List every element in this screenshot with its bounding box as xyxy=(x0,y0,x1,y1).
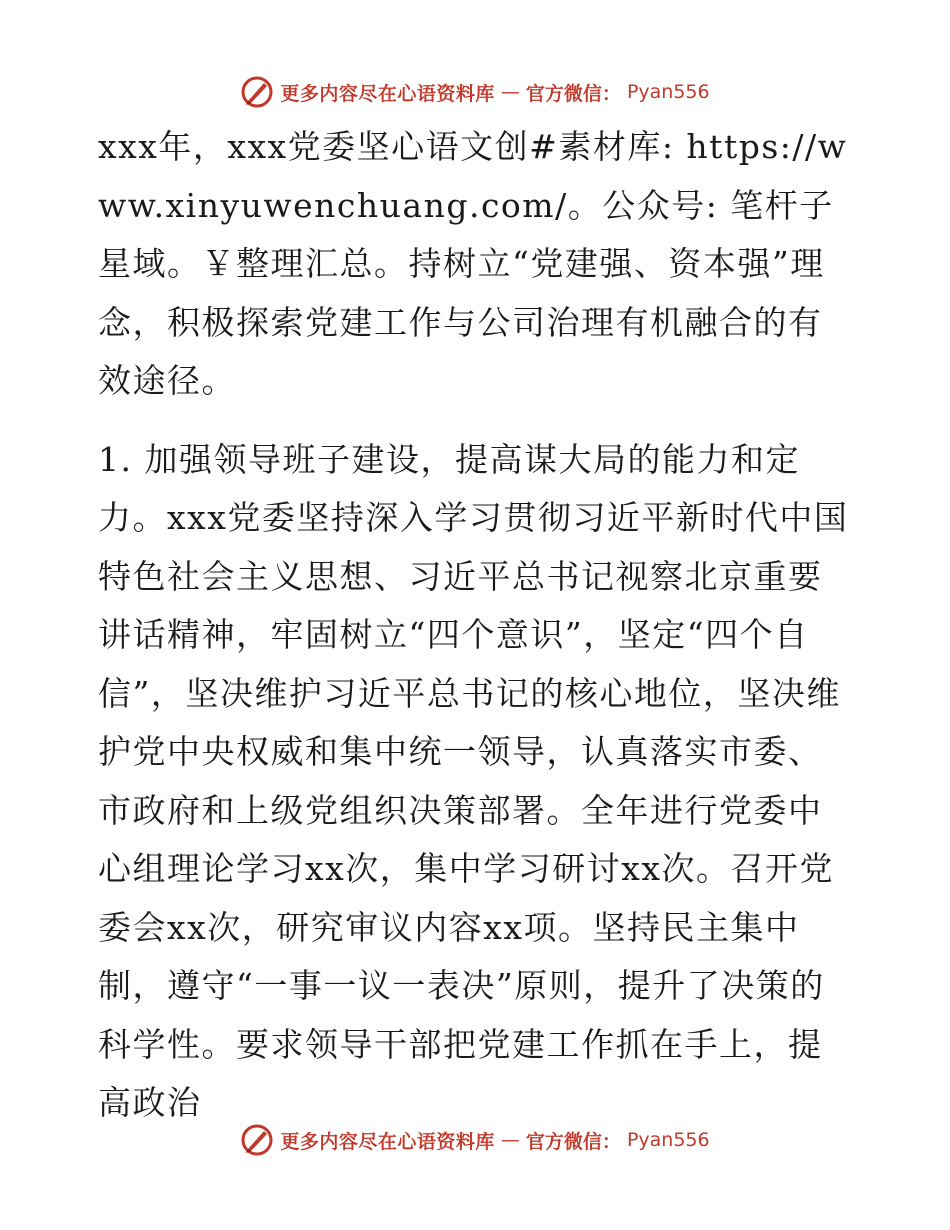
footer-wechat-label: 官方微信： xyxy=(525,1130,621,1153)
footer-separator: — xyxy=(500,1129,520,1151)
header-separator: — xyxy=(500,81,520,103)
document-body xyxy=(98,118,854,1133)
footer-banner xyxy=(0,1118,950,1162)
footer-wechat-id: Pyan556 xyxy=(626,1129,710,1151)
header-promo-text: 更多内容尽在心语资料库 xyxy=(280,82,495,105)
footer-promo-text: 更多内容尽在心语资料库 xyxy=(280,1130,495,1153)
header-wechat-id: Pyan556 xyxy=(626,81,710,103)
header-banner xyxy=(0,70,950,114)
paragraph-section-1: 1. 加强领导班子建设，提高谋大局的能力和定力。xxx党委坚持深入学习贯彻习近平新时代中国特色社会主义思想、习近平总书记视察北京重要讲话精神，牢固树立“四个意识”，坚定“四个自信”，坚决维护习近平总书记的核心地位，坚决维护党中央权威和集中统一领导，认真落实市委、市政府和上级党组织决策部署。全年进行党委中心组理论学习xx次，集中学习研讨xx次。召开党委会xx次，研究审议内容xx项。坚持民主集中制，遵守“一事一议一表决”原则，提升了决策的科学性。要求领导干部把党建工作抓在手上，提高政治 xyxy=(98,439,849,1122)
pen-circle-logo-icon xyxy=(240,75,274,109)
header-wechat-label: 官方微信： xyxy=(525,82,621,105)
pen-circle-logo-icon xyxy=(240,1123,274,1157)
paragraph-intro: xxx年，xxx党委坚心语文创#素材库: https://www.xinyuwenchuang.com/。公众号: 笔杆子星域。￥整理汇总。持树立“党建强、资本强”理念，积极探索党建工作与公司治理有机融合的有效途径。 xyxy=(98,127,848,400)
